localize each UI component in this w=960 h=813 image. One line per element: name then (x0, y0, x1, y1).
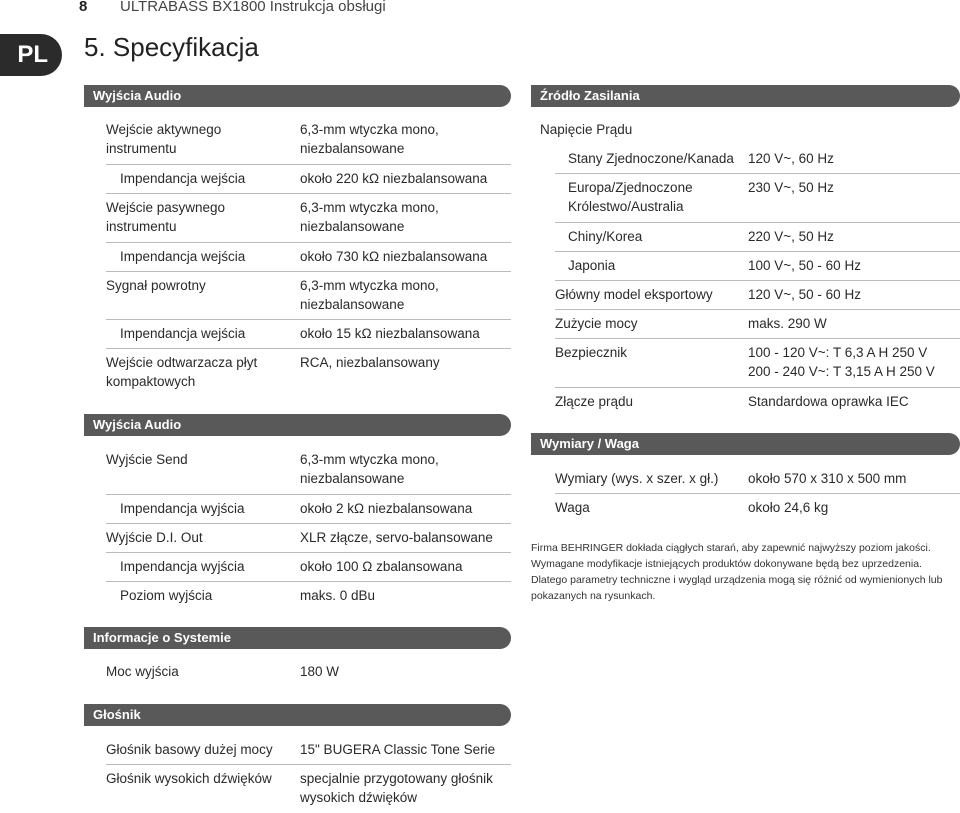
spec-label: Bezpiecznik (555, 345, 628, 360)
divider (106, 242, 511, 243)
spec-value: Standardowa oprawka IEC (748, 394, 909, 409)
spec-value: 100 V~, 50 - 60 Hz (748, 258, 861, 273)
spec-value: 120 V~, 50 - 60 Hz (748, 287, 861, 302)
spec-label: Wymiary (wys. x szer. x gł.) (555, 471, 719, 486)
spec-value: 15" BUGERA Classic Tone Serie (300, 742, 496, 757)
divider (106, 348, 511, 349)
spec-label: Złącze prądu (555, 394, 634, 409)
spec-value: 230 V~, 50 Hz (748, 180, 834, 195)
page-number: 8 (79, 0, 88, 15)
spec-value: 120 V~, 60 Hz (748, 151, 834, 166)
voltage-heading: Napięcie Prądu (540, 122, 633, 137)
spec-label: Wejście odtwarzacza płyt kompaktowych (106, 355, 258, 389)
spec-label: Europa/Zjednoczone Królestwo/Australia (568, 180, 693, 214)
spec-label: Japonia (568, 258, 616, 273)
section-title: 5. Specyfikacja (84, 32, 259, 62)
divider (106, 764, 511, 765)
spec-value: maks. 0 dBu (300, 588, 376, 603)
section-bar-audio-inputs: Wyjścia Audio (84, 85, 511, 107)
spec-value: maks. 290 W (748, 316, 827, 331)
spec-label: Impendancja wejścia (120, 326, 246, 341)
divider (106, 193, 511, 194)
spec-value: około 220 kΩ niezbalansowana (300, 171, 488, 186)
spec-value: RCA, niezbalansowany (300, 355, 440, 370)
spec-label: Wyjście D.I. Out (106, 530, 203, 545)
spec-value: 180 W (300, 664, 340, 679)
spec-label: Moc wyjścia (106, 664, 179, 679)
section-bar-speaker: Głośnik (84, 704, 511, 726)
spec-label: Sygnał powrotny (106, 278, 206, 293)
divider (555, 309, 960, 310)
spec-value: około 730 kΩ niezbalansowana (300, 249, 488, 264)
divider (106, 581, 511, 582)
divider (106, 164, 511, 165)
spec-label: Głośnik wysokich dźwięków (106, 771, 272, 786)
divider (555, 493, 960, 494)
spec-value: 200 - 240 V~: T 3,15 A H 250 V (748, 364, 935, 379)
spec-label: Wejście pasywnego instrumentu (106, 200, 226, 234)
spec-label: Poziom wyjścia (120, 588, 213, 603)
divider (555, 251, 960, 252)
section-bar-audio-outputs: Wyjścia Audio (84, 414, 511, 436)
section-bar-dimensions: Wymiary / Waga (531, 433, 960, 455)
spec-label: Impendancja wyjścia (120, 501, 245, 516)
divider (106, 552, 511, 553)
section-bar-power: Źródło Zasilania (531, 85, 960, 107)
spec-label: Impendancja wejścia (120, 249, 246, 264)
spec-label: Impendancja wyjścia (120, 559, 245, 574)
spec-value: 6,3-mm wtyczka mono, niezbalansowane (300, 200, 439, 234)
divider (555, 338, 960, 339)
divider (555, 280, 960, 281)
spec-value: około 100 Ω zbalansowana (300, 559, 463, 574)
spec-value: 6,3-mm wtyczka mono, niezbalansowane (300, 452, 439, 486)
spec-value: około 2 kΩ niezbalansowana (300, 501, 473, 516)
divider (555, 173, 960, 174)
spec-value: około 24,6 kg (748, 500, 829, 515)
divider (555, 387, 960, 388)
spec-value: około 15 kΩ niezbalansowana (300, 326, 480, 341)
spec-label: Wejście aktywnego instrumentu (106, 122, 222, 156)
spec-label: Impendancja wejścia (120, 171, 246, 186)
spec-value: specjalnie przygotowany głośnik wysokich dźwięków (300, 771, 493, 805)
divider (555, 222, 960, 223)
divider (106, 523, 511, 524)
spec-label: Stany Zjednoczone/Kanada (568, 151, 734, 166)
spec-label: Chiny/Korea (568, 229, 643, 244)
spec-label: Wyjście Send (106, 452, 188, 467)
disclaimer-note: Firma BEHRINGER dokłada ciągłych starań, aby zapewnić najwyższy poziom jakości. Wymagane modyfikacje istniejących produktów dokonywane będą bez uprzedzenia. Dlatego parametry techniczne i wygląd urządzenia mogą się różnić od wymienionych lub pokazanych na rysunkach. (531, 542, 943, 602)
section-bar-system-info: Informacje o Systemie (84, 627, 511, 649)
spec-value: 220 V~, 50 Hz (748, 229, 834, 244)
language-badge: PL (0, 34, 62, 76)
spec-value: około 570 x 310 x 500 mm (748, 471, 907, 486)
spec-label: Główny model eksportowy (555, 287, 713, 302)
spec-value: 6,3-mm wtyczka mono, niezbalansowane (300, 122, 439, 156)
divider (106, 319, 511, 320)
spec-label: Głośnik basowy dużej mocy (106, 742, 273, 757)
spec-value: XLR złącze, servo-balansowane (300, 530, 493, 545)
divider (106, 494, 511, 495)
spec-label: Zużycie mocy (555, 316, 638, 331)
spec-value: 100 - 120 V~: T 6,3 A H 250 V (748, 345, 928, 360)
divider (106, 271, 511, 272)
spec-value: 6,3-mm wtyczka mono, niezbalansowane (300, 278, 439, 312)
spec-label: Waga (555, 500, 590, 515)
document-title: ULTRABASS BX1800 Instrukcja obsługi (120, 0, 386, 15)
